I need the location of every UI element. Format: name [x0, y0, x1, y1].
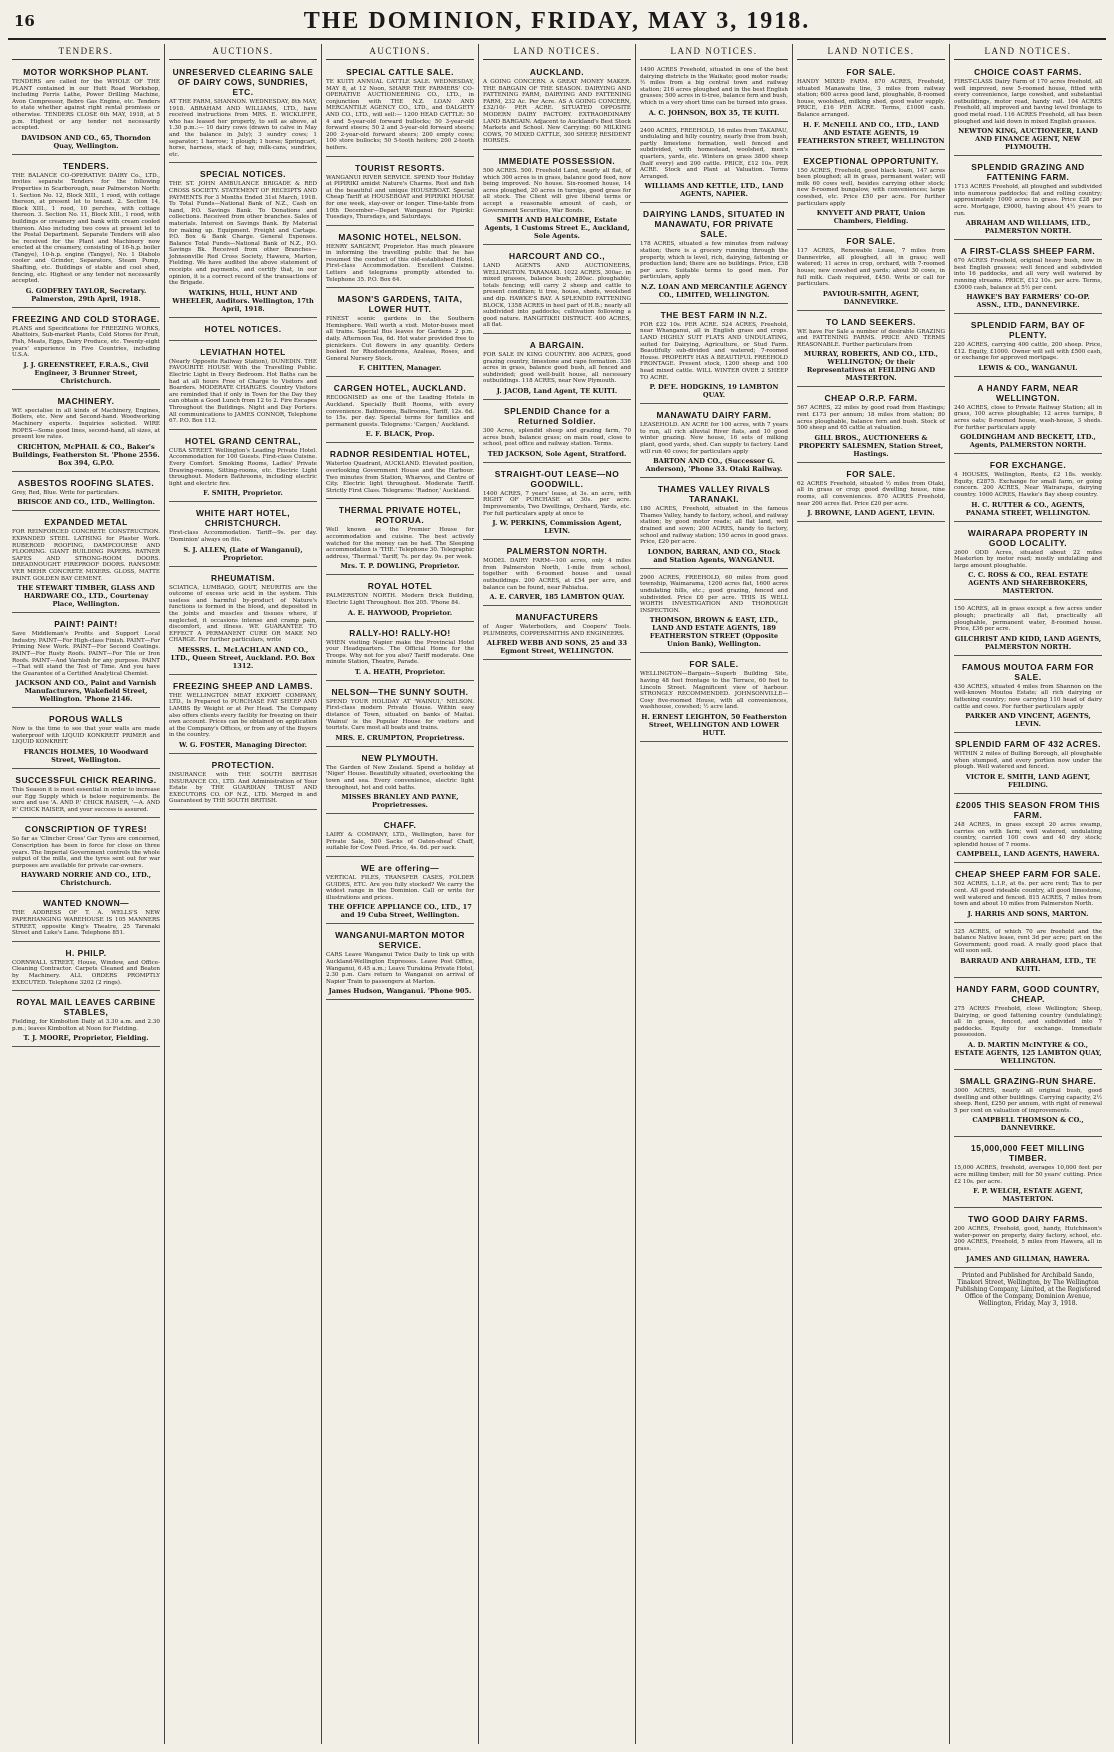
ad-body: 3000 ACRES, nearly all original bush, good dwelling and other buildings. Carrying capacity, 2½ sheep. Rent, £250 per annum, with right of renewal 5 per cent on valuation of improvements. — [954, 1088, 1102, 1114]
ad-signature: BARRAUD AND ABRAHAM, LTD., TE KUITI. — [960, 957, 1096, 974]
advertisement — [797, 466, 945, 522]
ad-signature: WILLIAMS AND KETTLE, LTD., LAND AGENTS, NAPIER. — [644, 182, 784, 199]
ad-body: 150 ACRES, all in grass except a few acres under plough; practically all flat, practically all ploughable, permanent water, 8-roomed house. Price, £36 per acre. — [954, 606, 1102, 633]
ad-title: £2005 THIS SEASON FROM THIS FARM. — [955, 799, 1101, 820]
column-heading: LAND NOTICES. — [954, 44, 1102, 60]
advertisement — [954, 1211, 1102, 1267]
ad-title: SUCCESSFUL CHICK REARING. — [15, 775, 157, 786]
advertisement — [640, 407, 788, 478]
ad-signature: T. A. HEATH, Proprietor. — [354, 667, 446, 676]
ad-body: LEASEHOLD. AN ACRE for 100 acres, with 7 years to run, all rich alluvial River flats, and 10 good winter grazing. New house, 16 sets of milking plant, good yards, shed. Can supply to factory. Land will run 40 cows; for particulars apply — [640, 422, 788, 455]
ad-signature: MRS. E. CRUMPTON, Proprietress. — [335, 733, 465, 742]
ad-title: SMALL GRAZING-RUN SHARE. — [959, 1076, 1097, 1087]
ad-signature: James Hudson, Wanganui. 'Phone 905. — [328, 987, 472, 996]
ad-body: Now is the time to see that your walls are made waterproof with LIQUID KONKREIT PRIMER and LIQUID KONKREIT. — [12, 726, 160, 746]
advertisement — [12, 772, 160, 818]
ad-title: SPLENDID FARM, BAY OF PLENTY. — [970, 320, 1086, 341]
advertisement — [483, 403, 631, 463]
ad-title: NEW PLYMOUTH. — [361, 752, 439, 763]
ad-body: RECOGNISED as one of the Leading Hotels in Auckland. Specially Built Rooms, with every convenience. Bathrooms, Ballrooms, Tariff, 12s. 6d. to 15s. per day. Special terms for families and permanent guests. Telegrams: 'Cargen,' Auckland. — [326, 395, 474, 428]
ad-title: FREEZING SHEEP AND LAMBS. — [173, 680, 313, 691]
ad-title: WHITE HART HOTEL, CHRISTCHURCH. — [195, 508, 291, 529]
advertisement — [169, 321, 317, 341]
ad-title: TOURIST RESORTS. — [355, 162, 445, 173]
ad-signature: GOLDINGHAM AND BECKETT, LTD., Agents, PALMERSTON NORTH. — [960, 433, 1096, 450]
ad-title: MANUFACTURERS — [515, 612, 599, 623]
ad-signature: KNYVETT AND PRATT, Union Chambers, Fielding. — [816, 209, 926, 226]
advertisement — [326, 229, 474, 289]
advertisement — [954, 1073, 1102, 1137]
advertisement — [12, 994, 160, 1047]
advertisement — [954, 866, 1102, 922]
ad-signature: CRICHTON, McPHAIL & CO., Baker's Buildings, Featherston St. 'Phone 2556. Box 394, G.P.O. — [12, 442, 160, 467]
ad-title: LEVIATHAN HOTEL — [200, 346, 286, 357]
ad-signature: J. BROWNE, LAND AGENT, LEVIN. — [807, 509, 935, 518]
ad-signature: PAVIOUR-SMITH, AGENT, DANNEVIRKE. — [822, 289, 920, 306]
advertisement — [483, 337, 631, 400]
advertisement — [797, 233, 945, 311]
ad-title: EXCEPTIONAL OPPORTUNITY. — [803, 155, 939, 166]
page-number: 16 — [14, 12, 35, 30]
ad-title: CHOICE COAST FARMS. — [974, 67, 1082, 77]
ad-signature: BARTON AND CO., (Successor G. Anderson), 'Phone 33. Otaki Railway. — [645, 457, 783, 474]
ad-body: TE KUITI ANNUAL CATTLE SALE. WEDNESDAY, MAY 8, at 12 Noon, SHARP. THE FARMERS' CO-OPERATIVE AUCTIONEERING CO., LTD., in conjunction with THE N.Z. LOAN AND MERCANTILE AGENCY CO., LTD., and DALGETY AND CO., LTD., will sell:— 1200 HEAD CATTLE: 50 4 and 5-year-old forward bullocks; 50 3-year-old forward steers; 50 2 and 3-year-old forward steers; 200 2-year-old forward steers; 200 empty cows; 100 store bullocks; 50 5-tooth heifers; 200 2-tooth heifers. — [326, 79, 474, 151]
ad-body: 117 ACRES, Renewable Lease, 7 miles from Dannevirke, all ploughed, all in grass; well watered; 11 acres in crop, orchard, with 7-roomed house; new cowshed and yards; about 30 cows, in full milk. Cash required, £450. Write or call for particulars. — [797, 248, 945, 288]
advertisement — [326, 860, 474, 924]
ad-body: 240 ACRES, close to Private Railway Station; all in grass, 100 acres ploughable; 12 acres turnips, 8 acres oats; 8-roomed house, wash-house, 3 sheds. For further particulars apply — [954, 404, 1102, 431]
advertisement — [169, 678, 317, 754]
ad-signature: F. P. WELCH, ESTATE AGENT, MASTERTON. — [973, 1187, 1083, 1204]
ad-body: This Season it is most essential in order to increase our Egg Supply which is below requirements. Be sure and use 'A. AND P.' CHICK RAISER, '—A. AND P.' CHICK RAISER, and your success is assured. — [12, 787, 160, 813]
advertisement — [12, 711, 160, 769]
advertisement — [12, 158, 160, 308]
ad-signature: A. E. HAYWOOD, Proprietor. — [347, 608, 453, 617]
ad-body: LAIRY & COMPANY, LTD., Wellington, have for Private Sale, 500 Sacks of Oaten-sheaf Chaff, suitable for Cow Feed. Price, 4s. 6d. per sack. — [326, 832, 474, 852]
ad-title: PALMERSTON NORTH. — [506, 546, 608, 557]
ad-signature: CAMPBELL THOMSON & CO., DANNEVIRKE. — [972, 1116, 1084, 1133]
ad-signature: H. F. McNEILL AND CO., LTD., LAND AND ESTATE AGENTS, 19 FEATHERSTON STREET, WELLINGTON — [797, 120, 945, 145]
ad-title: RADNOR RESIDENTIAL HOTEL, — [329, 449, 471, 460]
ad-signature: S. J. ALLEN, (Late of Wanganui), Proprietor. — [183, 545, 303, 562]
advertisement — [12, 616, 160, 708]
advertisement — [326, 160, 474, 226]
advertisement — [483, 543, 631, 606]
column-heading: AUCTIONS. — [326, 44, 474, 60]
ad-body: Grey, Red, Blue. Write for particulars. — [12, 489, 120, 496]
ad-signature: H. C. RUTTER & CO., AGENTS, PANAMA STREET, WELLINGTON. — [965, 500, 1091, 517]
advertisement — [954, 457, 1102, 521]
advertisement — [326, 684, 474, 747]
ad-body: 670 ACRES Freehold, original heavy bush, now in best English grasses; well fenced and subdivided into 16 paddocks, and all very well watered by running streams. PRICE, £12 10s. per acre. Terms, £3000 cash, balance at 5½ per cent. — [954, 258, 1102, 291]
ad-body: 150 ACRES, Freehold, good black loam, 147 acres been ploughed; all in grass, permanent water; will milk 60 cows well, besides carrying other stock; new 8-roomed bungalow, with conveniences; large cowshed, etc. Price £50 per acre. For further particulars apply — [797, 167, 945, 207]
ad-signature: SMITH AND HALCOMBE, Estate Agents, 1 Customs Street E., Auckland, Sole Agents. — [484, 216, 630, 241]
ad-body: 2400 ACRES, FREEHOLD, 16 miles from TAKAPAU, undulating and hilly country, nearly free from bush, partly limestone formation, well fenced and subdivided, with homestead, woolshed, men's quarters, yards, etc. Winters on grass 3800 sheep (half every) and 200 cattle. PRICE, £12 10s. PER ACRE. Stock and Plant at Valuation. Terms Arranged. — [640, 127, 788, 180]
advertisement — [954, 317, 1102, 377]
ad-body: MODEL DAIRY FARM—100 acres, only 4 miles from Palmerston North, 1-mile from school, together with 6-roomed house and usual outbuildings. 200 ACRES, at £54 per acre, and balance can be found, near Pahiatua. — [483, 558, 631, 591]
ad-body: 178 ACRES, situated a few minutes from railway station; there is a grocery running through the property, which is level, rich, dairying, fattening or production land; there are no buildings. Price, £38 per acre. Suitable terms to good men. For particulars, apply — [640, 241, 788, 281]
ad-title: STRAIGHT-OUT LEASE—NO GOODWILL. — [494, 468, 620, 489]
ad-signature: Mrs. T. P. DOWLING, Proprietor. — [340, 562, 460, 571]
advertisement — [12, 311, 160, 390]
ad-title: MASONIC HOTEL, NELSON. — [338, 231, 462, 242]
advertisement — [954, 64, 1102, 156]
ad-title: THAMES VALLEY RIVALS TARANAKI. — [657, 484, 771, 505]
ad-title: WE are offering— — [360, 863, 440, 873]
column-heading: LAND NOTICES. — [797, 44, 945, 60]
advertisement — [169, 344, 317, 430]
ad-body: CARS Leave Wanganui Twice Daily to link up with Auckland-Wellington Expresses. Leave Post Office, Wanganui, 6.45 a.m.; Leave Turakina Private Hotel, 2.30 p.m. Cars return to Wanganui on arrival of Napier Train to passengers at Marton. — [326, 952, 474, 985]
advertisement — [326, 817, 474, 857]
ad-signature: H. ERNEST LEIGHTON, 50 Featherston Street, WELLINGTON AND LOWER HUTT. — [641, 712, 787, 737]
column-7 — [950, 44, 1106, 1744]
ad-title: FREEZING AND COLD STORAGE. — [12, 313, 160, 324]
ad-signature: HAYWARD NORRIE AND CO., LTD., Christchurch. — [20, 871, 152, 888]
ad-body: 2900 ACRES, FREEHOLD, 60 miles from good township, Waimarama, 1200 acres flat, 1600 acres undulating hills, etc.; good grazing, fenced and subdivided. Price £6 per acre. THIS IS WELL WORTH INVESTIGATION AND THOROUGH INSPECTION. — [640, 574, 788, 614]
ad-title: CHAFF. — [383, 820, 417, 831]
advertisement — [169, 757, 317, 810]
advertisement — [169, 64, 317, 163]
ad-body: CORNWALL STREET, House, Window, and Office-Cleaning Contractor. Carpets Cleaned and Beaten by Machinery. ALL ORDERS PROMPTLY EXECUTED. Telephone 3202 (2 rings). — [12, 959, 160, 986]
advertisement — [954, 736, 1102, 794]
ad-title: THE BEST FARM IN N.Z. — [660, 309, 768, 320]
advertisement — [954, 159, 1102, 240]
ad-title: TO LAND SEEKERS. — [826, 316, 916, 327]
advertisement — [797, 390, 945, 462]
ad-title: SPECIAL CATTLE SALE. — [346, 67, 454, 77]
ad-body: VERTICAL FILES, TRANSFER CASES, FOLDER GUIDES, ETC. Are you fully stocked? We carry the widest range in the Dominion. Call or write for illustrations and prices. — [326, 875, 474, 901]
ad-title: WANTED KNOWN— — [42, 898, 130, 909]
ad-title: MOTOR WORKSHOP PLANT. — [23, 67, 149, 77]
ad-signature: ABRAHAM AND WILLIAMS, LTD., PALMERSTON NORTH. — [965, 219, 1091, 236]
ad-body: WHEN visiting Napier make the Provincial Hotel your Headquarters. The Official Home for the Troops. Why not for you also? Tariff moderate. One minute Station, Theatre, Parade. — [326, 639, 474, 666]
ad-title: AUCKLAND. — [529, 67, 585, 77]
ad-title: CONSCRIPTION OF TYRES! — [24, 824, 148, 835]
ad-body: 325 ACRES, of which 70 are freehold and the balance Native lease, rent 3d per acre; part on the Government; good road. A really good place that will soon sell. — [954, 928, 1102, 955]
ad-signature: LEWIS & CO., WANGANUI. — [978, 363, 1078, 372]
advertisement — [326, 446, 474, 499]
column-heading: AUCTIONS. — [169, 44, 317, 60]
ad-body: 62 ACRES Freehold, situated ½ miles from Otaki, all in grass or crop; good dwelling house, nine rooms, all conveniences. 870 ACRES Freehold, near 200 acres flat. Price £20 per acre. — [797, 480, 945, 507]
ad-signature: LONDON, BARRAN, AND CO., Stock and Station Agents, WANGANUI. — [647, 547, 781, 564]
column-4 — [479, 44, 636, 1744]
ad-title: WAIRARAPA PROPERTY IN GOOD LOCALITY. — [967, 527, 1089, 548]
column-5 — [636, 44, 793, 1744]
ad-title: UNRESERVED CLEARING SALE OF DAIRY COWS, SUNDRIES, ETC. — [172, 67, 314, 97]
advertisement — [640, 64, 788, 122]
ad-body: (Nearly Opposite Railway Station), DUNEDIN. THE FAVOURITE HOUSE With the Travelling Public. Electric Light in Every Bedroom. Hot Baths can be had at all hours Free of Charge to Visitors and Boarders. MODERATE CHARGES. Country Visitors are reminded that if only in Town for the Day they can obtain a Good Lunch from 12 to 2. Fire Escapes Throughout the Buildings. Night and Day Porters. All communications to JAMES CONNOR, Telephone 67. P.O. Box 112. — [169, 358, 317, 425]
advertisement — [326, 927, 474, 1000]
advertisement — [954, 981, 1102, 1070]
column-6 — [793, 44, 950, 1744]
ad-title: SPLENDID Chance for a Returned Soldier. — [504, 406, 610, 426]
ad-title: FOR SALE. — [846, 67, 896, 77]
ad-body: 4 HOUSES, Wellington, Rents, £2 18s. weekly. Equity, £2875. Exchange for small farm, or going concern. 200 ACRES, Near Wairarapa, dairying country. 1000 ACRES, Hawke's Bay sheep country. — [954, 472, 1102, 499]
ad-body: 1490 ACRES Freehold, situated in one of the best dairying districts in the Waikato; good motor roads; ½ miles from a big central town and railway station; 216 acres ploughed and in the best English grasses; 500 acres in ti-tree, balance fern and bush, which in a very short time can be turned into grass. — [640, 67, 788, 106]
ad-signature: P. DE'E. HODGKINS, 19 LAMBTON QUAY. — [649, 383, 779, 400]
ad-signature: WATKINS, HULL, HUNT AND WHEELER, Auditors. Wellington, 17th April, 1918. — [172, 288, 314, 313]
ad-title: HANDY FARM, GOOD COUNTRY, CHEAP. — [956, 984, 1100, 1005]
advertisement — [640, 572, 788, 654]
ad-body: 2600 ODD Acres, situated about 22 miles Masterton by motor road; mostly undulating and large amount ploughable. — [954, 549, 1102, 569]
advertisement — [640, 206, 788, 304]
ad-body: WITHIN 2 miles of Bulling Borough, all ploughable when stumped, and every portion now under the plough. Well watered and fenced. — [954, 751, 1102, 771]
advertisement — [12, 475, 160, 512]
advertisement — [12, 64, 160, 155]
ad-title: CHEAP SHEEP FARM FOR SALE. — [955, 869, 1101, 880]
ad-body: WE specialise in all kinds of Machinery, Engines, Boilers, etc. New and Second-hand. Woodworking Machinery experts. Inquiries solicited. WIRE ROPES—Some good lines, second-hand, all sizes, at present low rates. — [12, 407, 160, 441]
ad-body: LAND AGENTS AND AUCTIONEERS, WELLINGTON. TARANAKI. 1022 ACRES, 300ac. in mixed grasses, balance bush; 280ac. ploughable; totals fencing; will carry 2 sheep and cattle to present condition; ti tree, house, sheds, woolshed and dip. HAWKE'S BAY. A SPLENDID FATTENING BLOCK, 1358 ACRES in heel part of H.B.; nearly all subdivided into paddocks; cultivation following a good nature. RANGITIKEI DISTRICT. 400 ACRES, all flat. — [483, 263, 631, 329]
ad-title: CHEAP O.R.P. FARM. — [824, 393, 918, 404]
ad-signature: CAMPBELL, LAND AGENTS, HAWERA. — [956, 850, 1100, 859]
ad-body: Well known as the Premier House for accommodation and cuisine. The best actively watched for the money can be had. The Sleeping accommodation is 'THE.' Telephone 30. Telegraphic address, 'Thermal.' Tariff, 7s. per day. 9s. per week. — [326, 527, 474, 560]
ad-title: CARGEN HOTEL, AUCKLAND. — [333, 383, 467, 394]
ad-signature: J. W. PERKINS, Commission Agent, LEVIN. — [492, 519, 622, 536]
ad-title: MANAWATU DAIRY FARM. — [656, 410, 772, 421]
ad-title: 15,000,000 FEET MILLING TIMBER. — [971, 1143, 1085, 1164]
ad-title: HARCOURT AND CO., — [508, 251, 606, 262]
ad-body: 248 ACRES, in grass except 20 acres swamp, carries on with farm; well watered, undulating country, carried 100 cows and 40 dry stock; splendid house of 7 rooms. — [954, 821, 1102, 848]
ad-signature: GILL BROS., AUCTIONEERS & PROPERTY SALESMEN, Station Street, Hastings. — [798, 433, 944, 458]
ad-signature: HAWKE'S BAY FARMERS' CO-OP. ASSN., LTD., DANNEVIRKE. — [966, 293, 1090, 310]
advertisement — [12, 945, 160, 991]
ad-body: 220 ACRES, carrying 400 cattle, 200 sheep. Price, £12. Equity, £1000. Owner will sell with £500 cash, or exchange for approved mortgage. — [954, 342, 1102, 362]
ad-body: THE ADDRESS OF T. A. WELLS'S NEW PAPERHANGING WAREHOUSE IS 105 MANNERS STREET, opposite King's Theatre, 25 Tarenaki Street and Luke's Lane. Telephone 851. — [12, 910, 160, 937]
ad-title: NELSON—THE SUNNY SOUTH. — [331, 686, 469, 697]
ad-signature: ALFRED WEBB AND SONS, 25 and 33 Egmont Street, WELLINGTON. — [486, 639, 628, 656]
ad-signature: J. HARRIS AND SONS, MARTON. — [967, 909, 1089, 918]
ad-signature: E. F. BLACK, Prop. — [365, 430, 435, 439]
ad-title: FOR SALE. — [846, 468, 896, 479]
ad-body: SPEND YOUR HOLIDAY AT 'WAINUI,' NELSON. First-class modern Private House. Within easy distance of Town, situated on banks of Maitai. 'Wainui' is the Popular House for visitors and tourists. Care most all boats and trains. — [326, 698, 474, 732]
ad-signature: FRANCIS HOLMES, 10 Woodward Street, Wellington. — [23, 748, 149, 765]
ad-title: MASON'S GARDENS, TAITA, LOWER HUTT. — [337, 294, 463, 315]
advertisement — [483, 609, 631, 660]
ad-signature: DAVIDSON AND CO., 65, Thorndon Quay, Wellington. — [21, 133, 151, 150]
ad-body: FOR £22 10s. PER ACRE. 524 ACRES, Freehold, near Whanganui, all in English grass and crops. LAND HIGHLY SUIT FLATS AND UNDULATING, suited for Dairying, Agriculture, or Stud Farm. Beautifully sub-divided and watered; 7-roomed House. PROPERTY HAS A BEAUTIFUL FREEHOLD FRONTAGE. Present stock, 1200 sheep and 100 head mixed cattle. WILL WINTER OVER 2 SHEEP TO ACRE. — [640, 321, 788, 381]
advertisement — [326, 502, 474, 575]
columns — [8, 44, 1106, 1744]
advertisement — [954, 243, 1102, 314]
ad-body: AT THE FARM, SHANNON. WEDNESDAY, 8th MAY, 1918. ABRAHAM AND WILLIAMS, LTD., have received instructions from MRS. E. WICKLIFFE, who has leased her property, to sell as above, at 1.30 p.m.:— 10 dairy cows (drawn to calve in May and the balance in July); 3 sundry cows; 1 separator; 1 harrow; 1 plough; 1 horse; Springcart, horse, harness, stack of hay, milk-cans, sundries, etc. — [169, 99, 317, 158]
column-heading: LAND NOTICES. — [483, 44, 631, 60]
ad-signature: A. E. CARVER, 185 LAMBTON QUAY. — [489, 593, 625, 602]
ad-body: 15,000 ACRES, freehold, averages 10,000 feet per acre milling timber; mill for 50 years' cutting. Price £2 10s. per acre. — [954, 1165, 1102, 1185]
imprint-footer: Printed and Published for Archibald Sando, Tinakori Street, Wellington, by The Wellington Publishing Company, Limited, at the Registered Office of the Company, Dominion Avenue, Wellington, Friday, May 3, 1918. — [955, 1271, 1101, 1307]
ad-body: WE have For Sale a number of desirable GRAZING and FATTENING FARMS. PRICE AND TERMS REASONABLE. Further particulars from — [797, 328, 945, 348]
ad-body: Fielding, for Kimbolton Daily at 3.30 a.m. and 2.30 p.m.; leaves Kimbolton at Noon for Fielding. — [12, 1019, 160, 1032]
advertisement — [12, 393, 160, 472]
advertisement — [483, 248, 631, 334]
ad-body: FOR SALE IN KING COUNTRY. 806 ACRES, good grazing country, limestone and rape formation. 336 acres in grass, balance good bush, all fenced and subdivided; good well-built house, all necessary outbuildings. 118 ACRES, near New Plymouth. — [483, 352, 631, 385]
ad-signature: W. G. FOSTER, Managing Director. — [178, 741, 308, 750]
ad-title: FAMOUS MOUTOA FARM FOR SALE. — [962, 661, 1094, 682]
ad-body: 300 Acres, splendid sheep and grazing farm, 70 acres bush, balance grass; on main road, close to school, post office and railway station. Terms. — [483, 428, 631, 448]
ad-body: The Garden of New Zealand. Spend a holiday at 'Niger' House. Beautifully situated, overlooking the town and sea. Every convenience, electric light throughout, hot and cold baths. — [326, 764, 474, 791]
ad-title: EXPANDED METAL — [44, 517, 128, 528]
ad-title: FOR SALE. — [846, 236, 896, 247]
ad-title: MACHINERY. — [57, 395, 115, 406]
column-2 — [165, 44, 322, 1744]
advertisement — [169, 433, 317, 503]
ad-signature: MISSES BRANLEY AND PAYNE, Proprietresses. — [341, 793, 459, 810]
ad-title: PROTECTION. — [211, 760, 275, 771]
ad-title: DAIRYING LANDS, SITUATED IN MANAWATU, FOR PRIVATE SALE. — [643, 209, 785, 240]
ad-title: A HANDY FARM, NEAR WELLINGTON. — [977, 382, 1079, 403]
ad-signature: T. J. MOORE, Proprietor, Fielding. — [23, 1034, 149, 1043]
advertisement — [954, 659, 1102, 733]
ad-title: A FIRST-CLASS SHEEP FARM. — [960, 246, 1096, 257]
ad-title: HOTEL NOTICES. — [204, 323, 282, 334]
ad-body: FOR REINFORCED CONCRETE CONSTRUCTION. EXPANDED STEEL LATHING for Plaster Work. RUBEROID ROOFING, DAMPCOURSE AND FLOORING. GIANT BUILDING PAPERS. RATNER SAFES AND STRONG-ROOM DOORS. DREADNOUGHT FIREPROOF DOORS. RANSOME VER MEHR CONCRETE MIXERS. GLOSS, MATTE PAINT. GOLDEN BAY CEMENT. — [12, 529, 160, 582]
advertisement — [326, 291, 474, 377]
ad-title: SPLENDID GRAZING AND FATTENING FARM. — [971, 162, 1085, 183]
ad-signature: BRISCOE AND CO., LTD., Wellington. — [17, 498, 155, 507]
ad-body: 502 ACRES, L.I.P., at 6s. per acre rent; Tax to per cent. All good rideable country, all good limestone, well watered and fenced. 815 ACRES, 7 miles from town and about 10 miles from Palmerston North. — [954, 881, 1102, 908]
ad-signature: THOMSON, BROWN & EAST, LTD., LAND AND ESTATE AGENTS, 189 FEATHERSTON STREET (Opposite Union Bank), Wellington. — [649, 616, 779, 649]
column-1 — [8, 44, 165, 1744]
advertisement — [12, 895, 160, 941]
ad-body: 430 ACRES, situated 4 miles from Shannon on the well-known Moutoa Estate; all rich dairying or fattening country; now carrying 110 head of dairy cattle and cows. For further particulars apply — [954, 683, 1102, 710]
ad-signature: N.Z. LOAN AND MERCANTILE AGENCY CO., LIMITED, WELLINGTON. — [640, 282, 788, 299]
advertisement — [640, 481, 788, 569]
ad-title: FOR SALE. — [689, 659, 739, 670]
advertisement — [169, 570, 317, 675]
ad-title: POROUS WALLS — [49, 714, 123, 725]
ad-signature: A. D. MARTIN McINTYRE & CO., ESTATE AGENTS, 125 LAMBTON QUAY, WELLINGTON. — [954, 1041, 1102, 1066]
ad-title: FOR EXCHANGE. — [989, 460, 1067, 471]
ad-body: Waterloo Quadrant, AUCKLAND. Elevated position, overlooking Government House and the Harbour. Two minutes from Station, Wharves, and Centre of City. Electric light throughout. Moderate Tariff. Strictly First Class. Telegrams: 'Radnor,' Auckland. — [326, 461, 474, 494]
ad-title: ROYAL HOTEL — [367, 581, 433, 592]
ad-body: A GOING CONCERN. A GREAT MONEY MAKER. THE BARGAIN OF THE SEASON. DAIRYING AND FATTENING FARM, DAIRYING AND FATTENING FARM, 232 Ac. Per Acre. AS A GOING CONCERN, £32/10/- PER ACRE. SITUATED OPPOSITE MODERN DAIRY FACTORY. EXTRAORDINARY LAND BARGAIN. Adjacent to Auckland's Best Stock Markets and School. New Carrying: 60 MILKING COWS, 70 MIXED CATTLE, 300 SHEEP, RESIDENT HORSES. — [483, 79, 631, 145]
advertisement — [326, 380, 474, 443]
ad-body: FINEST scenic gardens in the Southern Hemisphere. Well worth a visit. Motor-buses meet all trains. Special Bus leaves for Gardens 2 p.m. daily. Afternoon Tea, 6d. Hot water provided free to picnickers. Cut flowers in any quantity. Orders booked for Rhododendrons, Azaleas, Roses, and General Nursery Stock. — [326, 316, 474, 362]
column-heading: LAND NOTICES. — [640, 44, 788, 60]
advertisement — [954, 797, 1102, 863]
column-heading: TENDERS. — [12, 44, 160, 60]
ad-body: WELLINGTON—Bargain—Superb Building Site, having 48 feet frontage to the Terrace, 60 feet to Lincoln Street. Magnificent view of harbour. STRONGLY RECOMMENDED. JOHNSONVILLE—Cosy five-roomed House, with all conveniences, washhouse, cowshed; ½ acre land. — [640, 671, 788, 711]
ad-title: SPECIAL NOTICES. — [199, 169, 287, 180]
ad-signature: MURRAY, ROBERTS, AND CO., LTD., WELLINGTON; Or their Representatives at FEILDING AND MASTERTON. — [803, 350, 939, 383]
ad-title: RALLY-HO! RALLY-HO! — [349, 627, 451, 638]
ad-signature: JACKSON AND CO., Paint and Varnish Manufacturers, Wakefield Street, Wellington. 'Phone 2146. — [15, 679, 157, 704]
ad-title: SPLENDID FARM OF 432 ACRES. — [955, 739, 1101, 750]
ad-body: TENDERS are called for the WHOLE OF THE PLANT contained in our Hutt Road Workshop, including Ferris Lathe, Power Drilling Machine, Avon Compressor, Bebro Gas Engine, etc. Tenders to state whether against right rental promises or otherwise. TENDERS CLOSE 6th MAY, 1918, at 5 p.m. Highest or any tender not necessarily accepted. — [12, 79, 160, 132]
advertisement — [326, 625, 474, 681]
ad-body: FIRST-CLASS Dairy Farm of 170 acres freehold, all well improved, new 5-roomed house, fitted with every convenience, large cowshed, and substantial outbuildings, motor road, handy rail. 104 ACRES Freehold, all improved and having level frontage to good metal road. 116 ACRES Freehold, all has been ploughed and laid down in mixed English grasses. — [954, 79, 1102, 125]
advertisement — [640, 656, 788, 742]
advertisement — [797, 314, 945, 388]
ad-body: THE BALANCE CO-OPERATIVE DAIRY Co., LTD., invites separate Tenders for the following Properties in Scarborough, near Palmerston North: 1. Section No. 12, Block XIII., 1 rood, with cottage thereon, at present let to tenant. 2. Section 14, Block XIII., 1 rood, 10 perches, with cottage thereon. 3. Section No. 11, Block XIII., 1 rood, with buildings or creamery and bank with cream cooled thereon. Also including two cows at present let to the Postal Department. Separate Tenders will also be received for the Plant and Machinery now erected at the creamery, consisting of 16-h.p. boiler (Tangye), 10-h.p. engine (Tangye), No. 1 Diabolo cooler and Grinder, Separators, Steam Pump, Shafting, etc. Buildings of stable and cool shed, fencing, etc. Highest or any tender not necessarily accepted. — [12, 172, 160, 285]
column-3 — [322, 44, 479, 1744]
ad-signature: J. JACOB, Land Agent, TE KUITI. — [496, 387, 618, 395]
advertisement — [483, 153, 631, 245]
ad-signature: THE STEWART TIMBER, GLASS AND HARDWARE CO., LTD., Courtenay Place, Wellington. — [17, 584, 155, 609]
ad-body: of Auger Waterboilers, and Coopers' Tools. PLUMBERS, COPPERSMITHS AND ENGINEERS. — [483, 624, 631, 637]
advertisement — [954, 525, 1102, 601]
ad-body: 180 ACRES, Freehold, situated in the famous Thames Valley, handy to factory, school, and railway station; by good motor roads; all flat land, well drained and sown; 200 ACRES, handy to factory, school and railway station; 150 acres in good grass. Price, £20 per acre. — [640, 506, 788, 546]
advertisement — [954, 603, 1102, 655]
ad-body: 200 ACRES, Freehold, good, handy, Hutchinson's water-power on property, dairy factory, school, etc. 200 ACRES, Freehold, 5 miles from Hawera, all in grass. — [954, 1226, 1102, 1252]
ad-title: TWO GOOD DAIRY FARMS. — [968, 1214, 1088, 1225]
ad-title: H. PHILP. — [65, 947, 107, 958]
ad-signature: PARKER AND VINCENT, AGENTS, LEVIN. — [965, 712, 1091, 729]
ad-title: IMMEDIATE POSSESSION. — [498, 155, 616, 166]
ad-body: Save Middleman's Profits and Support Local Industry. PAINT—For High-class Finish. PAINT—For Priming New Work. PAINT—For Second Coatings. PAINT—For Rusty Roofs. PAINT—For Tile or Iron Roofs. PAINT—And Varnish for any purpose. PAINT—That will stand the Test of Time. And you have the Guarantee of a Certified Analytical Chemist. — [12, 631, 160, 677]
masthead — [8, 6, 1106, 40]
advertisement — [797, 153, 945, 231]
ad-title: PAINT! PAINT! — [54, 619, 118, 630]
ad-body: 1713 ACRES Freehold, all ploughed and subdivided into numerous paddocks; flat and rolling country; approximately 1000 acres in grass. Price £28 per acre. Mortgage, £9000, having about 4½ years to run. — [954, 184, 1102, 217]
advertisement — [169, 505, 317, 566]
ad-signature: F. SMITH, Proprietor. — [203, 489, 283, 498]
ad-body: INSURANCE with THE SOUTH BRITISH INSURANCE CO., LTD. And Administration of Your Estate by THE GUARDIAN TRUST AND EXECUTORS CO. OF N.Z., LTD. Merged in and Guaranteed by THE SOUTH BRITISH. — [169, 772, 317, 805]
ad-body: CUBA STREET. Wellington's Leading Private Hotel. Accommodation for 100 Guests. First-class Cuisine. Every Comfort. Smoking Rooms, Ladies' Private Drawing-rooms, Sitting-rooms, etc. Electric Light throughout. Modern Bathrooms, including electric light and electric fire. — [169, 447, 317, 487]
newspaper-title: THE DOMINION, FRIDAY, MAY 3, 1918. — [303, 8, 811, 34]
ad-title: A BARGAIN. — [529, 340, 585, 351]
ad-body: THE WELLINGTON MEAT EXPORT COMPANY, LTD., Is Prepared to PURCHASE FAT SHEEP AND LAMBS By Weight or at Per Head. The Company also offers clients every facility for freezing on their own account. Prices can be obtained on application at the Company's Offices, or from any of the Buyers in the country. — [169, 692, 317, 739]
ad-signature: THE OFFICE APPLIANCE CO., LTD., 17 and 19 Cuba Street, Wellington. — [328, 903, 472, 920]
ad-title: WANGANUI-MARTON MOTOR SERVICE. — [335, 930, 465, 951]
advertisement — [12, 821, 160, 892]
advertisement — [483, 64, 631, 150]
ad-body: First-class Accommodation. Tariff—9s. per day. 'Dominion' always on file. — [169, 530, 317, 543]
ad-signature: A. C. JOHNSON, BOX 35, TE KUITI. — [648, 108, 780, 117]
ad-body: THE ST. JOHN AMBULANCE BRIGADE & RED CROSS SOCIETY. STATEMENT OF RECEIPTS AND PAYMENTS For 3 Months Ended 31st March, 1918. To Total Funds—National Bank of N.Z., Cash on hand, P.O. Savings Bank. To Donations and collections. Received from other branches. Sales of materials. Interest on Savings Bank. By Material for making up. Equipment. Freight and Cartage. P.O. Box & Bank Charge. General Expenses. Balance Total Funds—National Bank of N.Z., P.O. Savings Bk. Received from other Branches—Johnsonville Red Cross Society, Hawera, Marton, Fielding. We have audited the above statement of receipts and payments, and certify that, in our opinion, it is a correct record of the transactions of the Brigade. — [169, 181, 317, 287]
ad-signature: G. GODFREY TAYLOR, Secretary. Palmerston, 29th April, 1918. — [25, 286, 147, 303]
advertisement — [640, 125, 788, 204]
advertisement — [169, 166, 317, 318]
advertisement — [483, 466, 631, 540]
advertisement — [954, 380, 1102, 454]
ad-title: ASBESTOS ROOFING SLATES. — [17, 477, 155, 488]
ad-signature: F. CHITTEN, Manager. — [358, 364, 442, 373]
ad-body: So far as 'Clincher Cross' Car Tyres are concerned, Conscription has been in force for close on three years. The Imperial Government controls the whole output of the mills, and the tyres sent out for war purposes are available for private car-owners. — [12, 836, 160, 869]
ad-signature: NEWTON KING, AUCTIONEER, LAND AND FINANCE AGENT, NEW PLYMOUTH. — [958, 127, 1098, 152]
ad-body: 567 ACRES, 22 miles by good road from Hastings; rent £173 per annum; 18 miles from station; 80 acres ploughable, balance fern and bush. Stock of 500 sheep and 65 cattle at valuation. — [797, 405, 945, 432]
advertisement — [326, 64, 474, 157]
advertisement — [12, 514, 160, 613]
ad-signature: C. C. ROSS & CO., REAL ESTATE AGENTS AND SHAREBROKERS, MASTERTON. — [968, 571, 1088, 596]
ad-title: ROYAL MAIL LEAVES CARBINE STABLES, — [16, 997, 156, 1018]
ad-body: 1400 ACRES, 7 years' lease, at 3s. an acre, with RIGHT OF PURCHASE at 30s. per acre. Improvements, Two Dwellings, Orchard, Yards, etc. For full particulars apply at once to — [483, 490, 631, 517]
ad-signature: TED JACKSON, Sole Agent, Stratford. — [487, 449, 627, 458]
ad-title: RHEUMATISM. — [211, 572, 275, 583]
ad-title: HOTEL GRAND CENTRAL, — [185, 435, 301, 446]
ad-signature: MESSRS. L. McLACHLAN AND CO., LTD., Queen Street, Auckland. P.O. Box 1312. — [171, 645, 315, 670]
ad-body: 275 ACRES Freehold, close Wellington; Sheep, Dairying, or good fattening country (undulating); all in grass, fenced, and subdivided into 7 paddocks. Equity for exchange. Immediate possession. — [954, 1006, 1102, 1039]
ad-signature: JAMES AND GILLMAN, HAWERA. — [966, 1254, 1090, 1263]
advertisement — [954, 926, 1102, 978]
ad-body: HANDY MIXED FARM. 870 ACRES, Freehold, situated Manawatu line, 3 miles from railway station; 600 acres good land, ploughable, 8-roomed house, woolshed, milking shed, good water supply. PRICE, £16 PER ACRE. Terms, £1000 cash. Balance arranged. — [797, 79, 945, 118]
ad-body: HENRY SARGENT, Proprietor. Has much pleasure in informing the travelling public that he has resumed the conduct of this old-established Hotel. First-class Accommodation. Excellent Cuisine. Letters and telegrams promptly attended to. Telephone 35. P.O. Box 64. — [326, 243, 474, 283]
ad-body: PLANS and Specifications for FREEZING WORKS, Abattoirs, Sub-market Plants, Cold Stores for Fruit, Fish, Meats, Eggs, Dairy Produce, etc. Twenty-eight years' experience in Five Countries, including U.S.A. — [12, 325, 160, 359]
ad-title: TENDERS. — [62, 160, 110, 171]
ad-body: 500 ACRES. 500. Freehold Land, nearly all flat, of which 300 acres is in grass, balance good feed, now being improved. No house. Six-roomed house, 14 acres ploughed, 20 acres in turnips, good grass for all stock. The Client will give liberal terms or accept a reasonable amount of cash, or Government Securities, War Bonds. — [483, 167, 631, 214]
advertisement — [954, 1140, 1102, 1208]
ad-body: PALMERSTON NORTH. Modern Brick Building, Electric Light Throughout. Box 205. 'Phone 84. — [326, 593, 474, 606]
advertisement — [640, 307, 788, 404]
ad-signature: GILCHRIST AND KIDD, LAND AGENTS, PALMERSTON NORTH. — [954, 634, 1102, 651]
ad-body: WANGANUI RIVER SERVICE. SPEND Your Holiday at PIPIRIKI amidst Nature's Charms. Rest and fish at the beautiful and unique HOUSEBOAT. Special Cheap Tariff at HOUSEBOAT and PIPIRIKI HOUSE for one week, stay-over or longer. Time-table from 10th December—Depart Wanganui for Pipiriki: Tuesdays, Thursdays, and Saturdays. — [326, 174, 474, 221]
ad-title: THERMAL PRIVATE HOTEL, ROTORUA. — [338, 505, 462, 526]
advertisement — [326, 750, 474, 814]
ad-body: SCIATICA, LUMBAGO, GOUT, NEURITIS are the outcome of excess uric acid in the system. This useless and harmful by-product of Nature's functions is formed in the blood, and deposited in the joints and muscles and tissues where, if neglected, it occasions intense and cramp pain, discomfort, and illness. WE GUARANTEE TO EFFECT A PERMANENT CURE OR MAKE NO CHARGE. For further particulars, write — [169, 584, 317, 644]
ad-signature: J. J. GREENSTREET, F.R.A.S., Civil Engineer, 3 Brunner Street, Christchurch. — [23, 360, 149, 385]
advertisement — [326, 578, 474, 621]
advertisement — [797, 64, 945, 150]
ad-signature: VICTOR E. SMITH, LAND AGENT, FEILDING. — [965, 772, 1091, 789]
